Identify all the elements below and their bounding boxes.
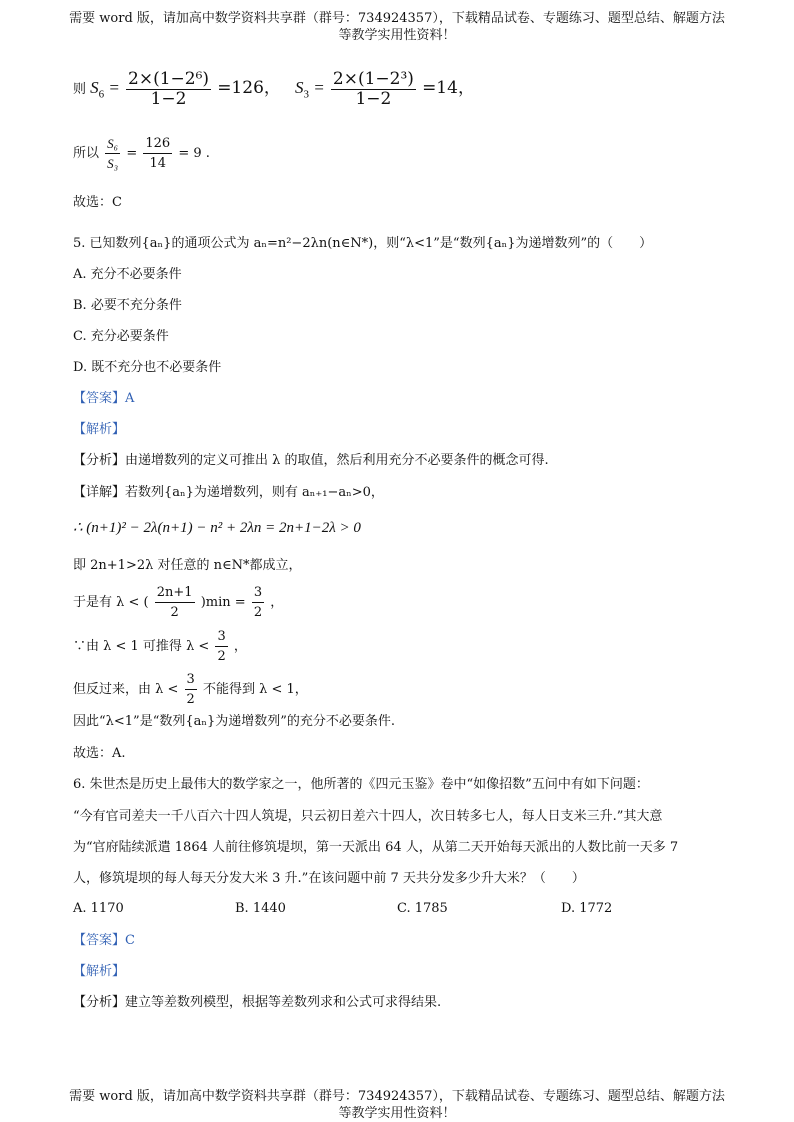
step3-result-num: 3 xyxy=(252,583,264,603)
q5-option-a: A. 充分不必要条件 xyxy=(73,267,182,282)
q5-stem: 5. 已知数列{aₙ}的通项公式为 aₙ=n²−2λn(n∈N*)，则“λ<1”是“数列{aₙ}为递增数列”的（ ） xyxy=(73,236,653,251)
s6-fraction xyxy=(126,70,211,109)
ze-label: 则 xyxy=(73,82,87,97)
q6-line-1: 6. 朱世杰是历史上最伟大的数学家之一，他所著的《四元玉鉴》卷中“如像招数”五问中有如下问题： xyxy=(73,777,649,792)
step4-prefix: ∵由 λ < 1 可推得 λ < xyxy=(73,639,210,654)
q6-line-4: 人，修筑堤坝的每人每天分发大米 3 升.”在该问题中前 7 天共分发多少升大米？（ ） xyxy=(73,871,585,886)
s3-denominator: 1−2 xyxy=(355,89,392,109)
header-line-2: 等教学实用性资料！ xyxy=(338,28,456,43)
footer-line-1: 需要 word 版，请加高中数学资料共享群（群号：734924357），下载精品试卷、专题练习、题型总结、解题方法 xyxy=(69,1089,725,1104)
step5-fraction xyxy=(185,670,197,709)
step3-postfix: ， xyxy=(270,595,284,610)
q6-line-3: 为“官府陆续派遣 1864 人前往修筑堤坝，第一天派出 64 人，从第二天开始每天派出的人数比前一天多 7 xyxy=(73,840,679,855)
q5-option-c: C. 充分必要条件 xyxy=(73,329,169,344)
header-line-1: 需要 word 版，请加高中数学资料共享群（群号：734924357），下载精品试卷、专题练习、题型总结、解题方法 xyxy=(69,11,725,26)
step3-prefix: 于是有 λ < ( xyxy=(73,595,149,610)
page-footer xyxy=(0,1088,794,1122)
ratio-right-den: 14 xyxy=(149,156,167,171)
s6-denominator: 1−2 xyxy=(150,89,187,109)
q5-option-d: D. 既不充分也不必要条件 xyxy=(73,360,222,375)
q5-option-b: B. 必要不充分条件 xyxy=(73,298,182,313)
footer-line-2: 等教学实用性资料！ xyxy=(338,1106,456,1121)
q6-option-b: B. 1440 xyxy=(235,901,286,916)
q5-step5 xyxy=(73,670,308,709)
ratio-left-fraction xyxy=(105,134,120,173)
q6-fenxi: 【分析】建立等差数列模型，根据等差数列求和公式可求得结果. xyxy=(73,995,442,1010)
step4-postfix: ， xyxy=(233,639,247,654)
q5-step1: ∴ (n+1)² − 2λ(n+1) − n² + 2λn = 2n+1−2λ > 0 xyxy=(73,520,361,536)
q5-step6: 因此“λ<1”是“数列{aₙ}为递增数列”的充分不必要条件. xyxy=(73,714,396,729)
ratio-value: = 9 . xyxy=(178,146,210,161)
step3-fraction xyxy=(155,583,195,622)
s3-numerator: 2×(1−2³) xyxy=(332,69,414,89)
step3-result-fraction xyxy=(252,583,264,622)
s6-value: =126， xyxy=(217,78,281,98)
step3-result-den: 2 xyxy=(253,605,263,620)
step5-prefix: 但反过来，由 λ < xyxy=(73,682,179,697)
s3-symbol: $S_3$ = xyxy=(295,78,325,101)
ratio-right-fraction xyxy=(143,134,172,173)
q6-option-c: C. 1785 xyxy=(397,901,448,916)
q6-option-d: D. 1772 xyxy=(561,901,613,916)
s3-fraction xyxy=(331,70,416,109)
step5-num: 3 xyxy=(185,670,197,690)
step3-num: 2n+1 xyxy=(155,583,195,603)
q5-step2: 即 2n+1>2λ 对任意的 n∈N*都成立， xyxy=(73,558,302,573)
q6-option-a: A. 1170 xyxy=(73,901,124,916)
ratio-formula: 所以 $\frac{\text{S₆}}{\text{S₃}}$ = $\frac{126}{14}$ = 9 . xyxy=(73,136,210,171)
q6-line-2: “今有官司差夫一千八百六十四人筑堤，只云初日差六十四人，次日转多七人，每人日支米三升.”其大意 xyxy=(73,809,663,824)
step3-den: 2 xyxy=(170,605,179,620)
s6-numerator: 2×(1−2⁶) xyxy=(128,69,210,89)
step5-postfix: 不能得到 λ < 1， xyxy=(202,682,308,697)
page-header xyxy=(0,10,794,44)
q5-jiexi: 【解析】 xyxy=(73,422,126,437)
s6-s3-formula xyxy=(73,70,475,109)
q5-step4 xyxy=(73,627,247,666)
ratio-left-num: S₆ xyxy=(105,134,120,154)
ratio-right-num: 126 xyxy=(143,134,172,154)
s6-symbol: $S_6$ = xyxy=(90,78,120,101)
ratio-left-den: S₃ xyxy=(107,156,119,171)
s3-value: =14， xyxy=(422,78,475,98)
q5-answer: 【答案】A xyxy=(73,391,135,406)
prev-choice: 故选：C xyxy=(73,195,122,210)
step4-num: 3 xyxy=(215,627,227,647)
suoyi-label: 所以 xyxy=(73,146,100,161)
q5-xiangjie: 【详解】若数列{aₙ}为递增数列，则有 aₙ₊₁−aₙ>0， xyxy=(73,485,384,500)
q6-jiexi: 【解析】 xyxy=(73,964,126,979)
step3-min: )min = xyxy=(200,595,246,610)
q5-step3 xyxy=(73,583,283,622)
step4-fraction xyxy=(215,627,227,666)
q6-answer: 【答案】C xyxy=(73,933,135,948)
q5-fenxi: 【分析】由递增数列的定义可推出 λ 的取值，然后利用充分不必要条件的概念可得. xyxy=(73,453,549,468)
q5-choice: 故选：A. xyxy=(73,746,126,761)
step5-den: 2 xyxy=(186,692,195,707)
step4-den: 2 xyxy=(217,649,226,664)
